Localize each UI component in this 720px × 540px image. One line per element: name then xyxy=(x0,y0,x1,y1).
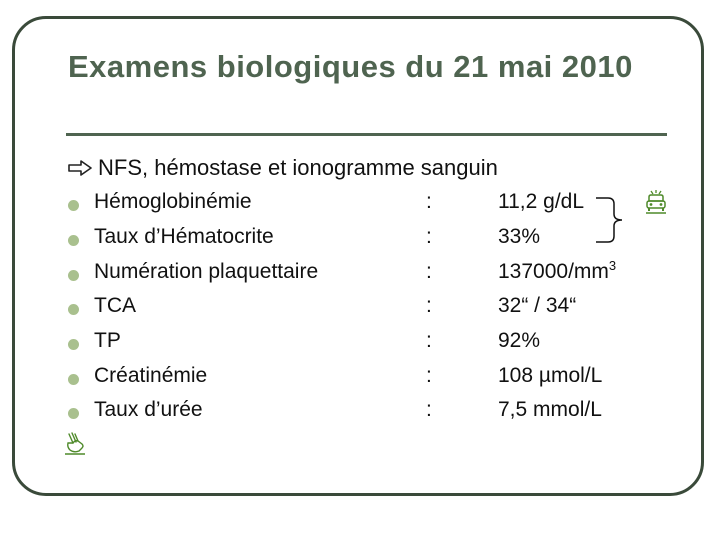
slide-title: Examens biologiques du 21 mai 2010 xyxy=(68,49,633,84)
bullet-icon xyxy=(68,200,79,211)
item-separator: : xyxy=(426,329,432,352)
item-value: 32“ / 34“ xyxy=(498,294,577,317)
item-value: 11,2 g/dL xyxy=(498,190,585,213)
item-separator: : xyxy=(426,225,432,248)
item-value: 33% xyxy=(498,225,541,248)
item-value-text: 137000/mm xyxy=(498,260,609,283)
slide-frame xyxy=(12,16,704,496)
bullet-icon xyxy=(68,339,79,350)
car-icon xyxy=(643,189,669,215)
item-label: Hémoglobinémie xyxy=(94,190,252,213)
item-label: Créatinémie xyxy=(94,364,208,387)
right-brace-icon xyxy=(594,196,630,244)
item-label: Numération plaquettaire xyxy=(94,260,319,283)
bullet-icon xyxy=(68,408,79,419)
item-separator: : xyxy=(426,190,432,213)
item-value-exponent: 3 xyxy=(608,258,617,273)
item-separator: : xyxy=(426,294,432,317)
item-separator: : xyxy=(426,398,432,421)
bullet-icon xyxy=(68,304,79,315)
item-value: 92% xyxy=(498,329,541,352)
bullet-icon xyxy=(68,374,79,385)
arrow-right-outline-icon xyxy=(68,160,92,176)
lead-text: NFS, hémostase et ionogramme sanguin xyxy=(98,155,498,180)
item-separator: : xyxy=(426,364,432,387)
item-label: Taux d’urée xyxy=(94,398,203,421)
item-value xyxy=(498,260,616,284)
item-label: TP xyxy=(94,329,121,352)
lead-line xyxy=(68,155,498,181)
item-separator: : xyxy=(426,260,432,283)
pointing-hand-icon xyxy=(64,432,86,456)
item-label: Taux d’Hématocrite xyxy=(94,225,274,248)
bullet-icon xyxy=(68,270,79,281)
item-value: 7,5 mmol/L xyxy=(498,398,602,421)
bullet-icon xyxy=(68,235,79,246)
title-underline xyxy=(66,133,667,136)
item-value: 108 µmol/L xyxy=(498,364,603,387)
item-label: TCA xyxy=(94,294,136,317)
